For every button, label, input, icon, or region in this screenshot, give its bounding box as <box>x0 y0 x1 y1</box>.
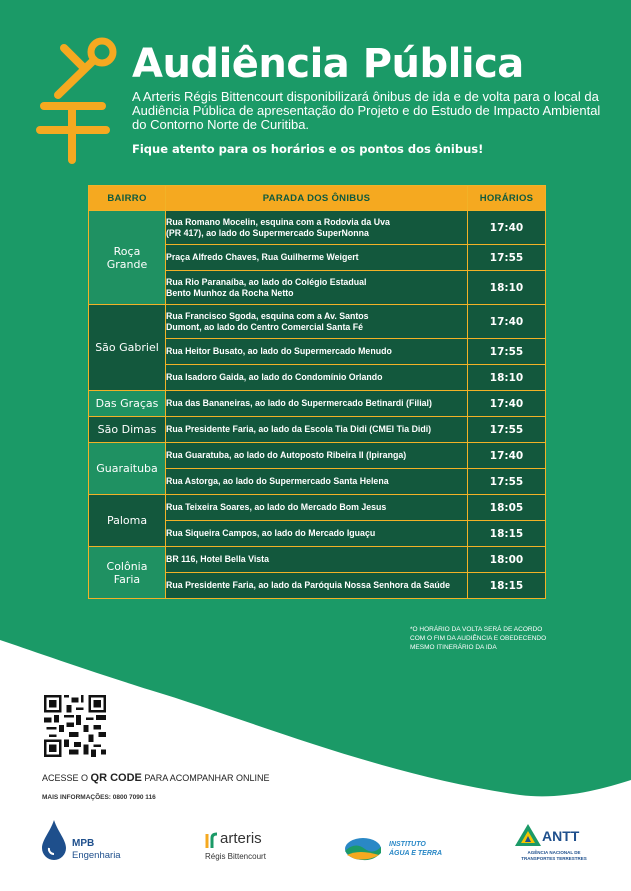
table-row <box>89 211 546 245</box>
parada-cell: Rua Siqueira Campos, ao lado do Mercado Iguaçu <box>166 521 468 547</box>
microphone-icon <box>30 20 130 170</box>
antt-triangle-icon <box>514 823 542 847</box>
header-bairro: BAIRRO <box>89 186 166 211</box>
antt-logo-line2: AGÊNCIA NACIONAL DE TRANSPORTES TERRESTRES <box>521 850 587 861</box>
parada-cell: Rua Heitor Busato, ao lado do Supermercado Menudo <box>166 339 468 365</box>
bairro-cell: Das Graças <box>89 391 166 417</box>
table-header-row <box>89 186 546 211</box>
horario-cell: 17:55 <box>468 339 546 365</box>
parada-cell: Rua Presidente Faria, ao lado da Escola Tia Didi (CMEI Tia Didi) <box>166 417 468 443</box>
horario-cell: 18:00 <box>468 547 546 573</box>
access-qr: QR CODE <box>90 772 142 784</box>
arteris-logo <box>205 832 305 872</box>
horario-cell: 17:55 <box>468 469 546 495</box>
parada-cell: Rua Rio Paranaíba, ao lado do Colégio Estadual Bento Munhoz da Rocha Netto <box>166 271 468 305</box>
horario-cell: 17:40 <box>468 305 546 339</box>
parada-cell: Rua Romano Mocelin, esquina com a Rodovia da Uva (PR 417), ao lado do Supermercado SuperNonna <box>166 211 468 245</box>
horario-cell: 18:05 <box>468 495 546 521</box>
antt-logo-line1: ANTT <box>542 828 580 844</box>
instituto-logo-line1: INSTITUTO <box>389 841 426 848</box>
table-row <box>89 305 546 339</box>
horario-cell: 17:40 <box>468 211 546 245</box>
antt-logo <box>510 823 610 868</box>
horario-cell: 17:55 <box>468 245 546 271</box>
arteris-logo-line1: arteris <box>220 830 262 847</box>
horario-cell: 17:55 <box>468 417 546 443</box>
table-row <box>89 443 546 469</box>
table-row <box>89 547 546 573</box>
parada-cell: Rua Guaratuba, ao lado do Autoposto Ribeira II (Ipiranga) <box>166 443 468 469</box>
table-row <box>89 495 546 521</box>
instituto-logo-line2: ÁGUA E TERRA <box>389 850 443 857</box>
parada-cell: Rua Isadoro Gaida, ao lado do Condomínio Orlando <box>166 365 468 391</box>
table-row <box>89 417 546 443</box>
instituto-agua-terra-logo <box>343 835 453 865</box>
qr-access-text <box>42 772 270 784</box>
horario-cell: 18:15 <box>468 573 546 599</box>
bairro-cell: Colônia Faria <box>89 547 166 599</box>
parada-cell: Rua Teixeira Soares, ao lado do Mercado Bom Jesus <box>166 495 468 521</box>
parada-cell: Rua das Bananeiras, ao lado do Supermercado Betinardi (Filial) <box>166 391 468 417</box>
water-drop-icon <box>40 818 68 862</box>
parada-cell: Rua Astorga, ao lado do Supermercado Santa Helena <box>166 469 468 495</box>
landscape-icon <box>343 835 383 861</box>
horario-cell: 17:40 <box>468 391 546 417</box>
bairro-cell: São Dimas <box>89 417 166 443</box>
parada-cell: Praça Alfredo Chaves, Rua Guilherme Weigert <box>166 245 468 271</box>
access-pre: ACESSE O <box>42 773 91 783</box>
mpb-logo <box>40 818 160 868</box>
return-note: *O HORÁRIO DA VOLTA SERÁ DE ACORDO COM O FIM DA AUDIÊNCIA E OBEDECENDO MESMO ITINERÁRIO DA IDA <box>410 626 547 651</box>
more-info-phone: MAIS INFORMAÇÕES: 0800 7090 116 <box>42 794 156 801</box>
page-title: Audiência Pública <box>132 41 524 87</box>
header <box>132 40 612 156</box>
table-row <box>89 391 546 417</box>
arteris-logo-line2: Régis Bittencourt <box>205 852 266 861</box>
bairro-cell: Guaraituba <box>89 443 166 495</box>
qr-code[interactable] <box>44 695 106 757</box>
header-horarios: HORÁRIOS <box>468 186 546 211</box>
horario-cell: 17:40 <box>468 443 546 469</box>
parada-cell: Rua Francisco Sgoda, esquina com a Av. Santos Dumont, ao lado do Centro Comercial Santa Fé <box>166 305 468 339</box>
mpb-logo-line2: Engenharia <box>72 850 121 861</box>
mpb-logo-line1: MPB <box>72 838 95 849</box>
horario-cell: 18:10 <box>468 271 546 305</box>
bairro-cell: Paloma <box>89 495 166 547</box>
horario-cell: 18:10 <box>468 365 546 391</box>
header-parada: PARADA DOS ÔNIBUS <box>166 186 468 211</box>
bairro-cell: São Gabriel <box>89 305 166 391</box>
table-body <box>89 211 546 599</box>
access-post: PARA ACOMPANHAR ONLINE <box>141 773 270 783</box>
parada-cell: Rua Presidente Faria, ao lado da Paróquia Nossa Senhora da Saúde <box>166 573 468 599</box>
parada-cell: BR 116, Hotel Bella Vista <box>166 547 468 573</box>
horario-cell: 18:15 <box>468 521 546 547</box>
notice-text: Fique atento para os horários e os pontos dos ônibus! <box>132 142 484 156</box>
bus-schedule-table <box>88 185 546 599</box>
bairro-cell: Roça Grande <box>89 211 166 305</box>
arteris-mark-icon <box>205 832 219 850</box>
intro-text: A Arteris Régis Bittencourt disponibilizará ônibus de ida e de volta para o local da Audiência Pública de apresentação do Projeto e do Estudo de Impacto Ambiental do Contorno Norte de Curitiba. <box>132 89 601 132</box>
